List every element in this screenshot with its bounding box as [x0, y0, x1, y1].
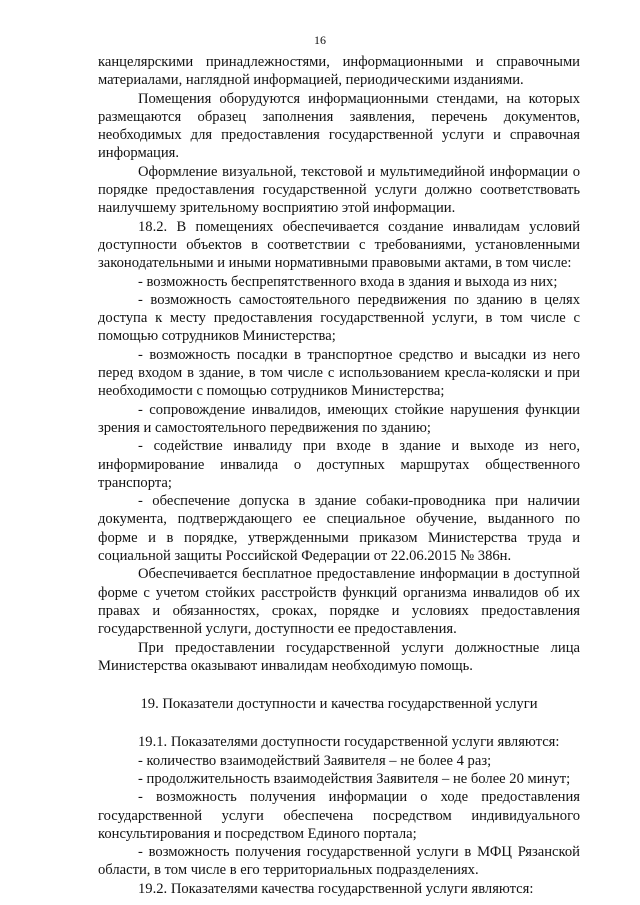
list-item-escort: - сопровождение инвалидов, имеющих стойкие нарушения функции зрения и самостоятельного передвижения по зданию;	[98, 401, 580, 436]
paragraph-continuation: канцелярскими принадлежностями, информационными и справочными материалами, наглядной информацией, периодическими изданиями.	[98, 54, 580, 89]
list-item-mfc: - возможность получения государственной услуги в МФЦ Рязанской области, в том числе в его территориальных подразделениях.	[98, 844, 580, 879]
document-body	[98, 53, 580, 898]
paragraph-19-1: 19.1. Показателями доступности государственной услуги являются:	[138, 734, 560, 751]
list-item-progress-info: - возможность получения информации о ходе предоставления государственной услуги обеспечена посредством индивидуального консультирования и посредством Единого портала;	[98, 789, 580, 842]
list-item-interactions-count: - количество взаимодействий Заявителя – не более 4 раз;	[138, 752, 492, 769]
paragraph-free-info: Обеспечивается бесплатное предоставление информации в доступной форме с учетом стойких расстройств функций организма инвалидов об их правах и обязанностях, сроках, порядке и условиях предоставления государственной услуги, доступности ее предоставления.	[98, 566, 580, 638]
section-19-heading: 19. Показатели доступности и качества государственной услуги	[140, 696, 538, 713]
paragraph-info-stands: Помещения оборудуются информационными стендами, на которых размещаются образец заполнения заявления, перечень документов, необходимых для предоставления государственной услуги и справочная информация.	[98, 90, 580, 162]
list-item-transport: - возможность посадки в транспортное средство и высадки из него перед входом в здание, в том числе с использованием кресла-коляски и при необходимости с помощью сотрудников Министерства;	[98, 346, 580, 400]
list-item-entrance: - возможность беспрепятственного входа в здания и выхода из них;	[138, 273, 558, 290]
paragraph-18-2: 18.2. В помещениях обеспечивается создание инвалидам условий доступности объектов в соответствии с требованиями, установленными законодательными и иными нормативными правовыми актами, в том числе:	[98, 218, 580, 272]
list-item-guide-dog: - обеспечение допуска в здание собаки-проводника при наличии документа, подтверждающего ее специальное обучение, выданного по форме и в порядке, утвержденными приказом Министерства труда и социальной защиты Российской Федерации от 22.06.2015 № 386н.	[98, 493, 580, 565]
paragraph-visual-info: Оформление визуальной, текстовой и мультимедийной информации о порядке предоставления государственной услуги должно соответствовать наилучшему зрительному восприятию этой информации.	[98, 163, 580, 217]
page-number: 16	[314, 33, 326, 47]
list-item-movement: - возможность самостоятельного передвижения по зданию в целях доступа к месту предоставления государственной услуги, в том числе с помощью сотрудников Министерства;	[98, 291, 580, 345]
list-item-assistance: - содействие инвалиду при входе в здание и выходе из него, информирование инвалида о доступных маршрутах общественного транспорта;	[98, 438, 580, 491]
list-item-interaction-duration: - продолжительность взаимодействия Заявителя – не более 20 минут;	[138, 770, 571, 787]
paragraph-19-2: 19.2. Показателями качества государственной услуги являются:	[138, 880, 534, 897]
paragraph-help: При предоставлении государственной услуги должностные лица Министерства оказывают инвалидам необходимую помощь.	[98, 639, 580, 674]
